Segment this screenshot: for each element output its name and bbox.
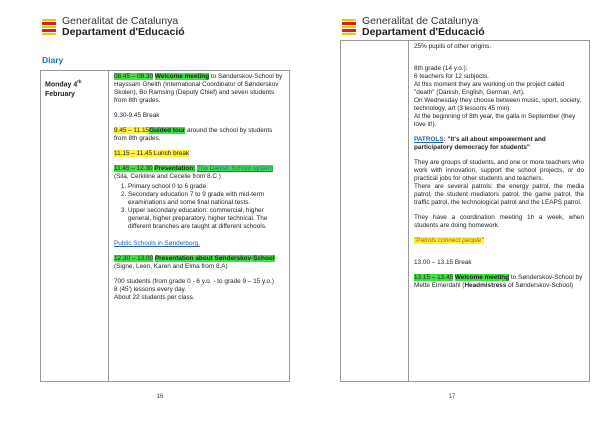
entry-break: 9.30-9.45 Break — [114, 112, 160, 119]
public-schools-link[interactable]: Public Schools in Sønderborg. — [114, 240, 200, 247]
header-line-1: Generalitat de Catalunya — [62, 14, 179, 27]
list-item: 1. Primary school 0 to 6 grade — [128, 183, 284, 191]
danish-school-system-link[interactable]: The Danish School system — [196, 165, 273, 172]
entry-break: 13.00 – 13.15 Break — [414, 259, 472, 266]
patrols-heading: PATROLS: "It's all about empowerment and participatory democracy for students" — [414, 136, 546, 151]
entry-welcome-meeting: 13.15 – 13.45 Welcome meeting to Sønderskov-School by Mette Elmerdahl (Headmistress of Sønderskov-School) — [414, 274, 583, 289]
entry-welcome: 08.45 – 09.30 Welcome meeting to Sønderskov-School by Hayssam Gheith (International Coordinator of Sønderskov Skolen), Bo Ramsing (Deputy Chief) and seven students from 8th grades. — [114, 73, 283, 104]
diary-table-continued — [340, 40, 590, 382]
generalitat-logo-icon — [342, 18, 356, 36]
patrols-paragraph: They are groups of students, and one or more teachers who work with innovation, support the school projects, or do practical jobs for other students and teachers. — [414, 159, 584, 182]
text-line: At the beginning of 8th year, the galla in September (they love it!). — [414, 113, 576, 128]
entries-cell — [409, 41, 589, 381]
text-line: On Wednesday they choose between music, sport, society, technology, art (3 lessons 45 min). — [414, 97, 582, 112]
page-number: 16 — [156, 394, 164, 400]
entry-guided-tour: 9.45 – 11.15Guided tour around the school by students from 8th grades. — [114, 127, 273, 142]
entries-cell — [109, 71, 289, 381]
page-number: 17 — [448, 394, 456, 400]
section-title: Diary — [42, 55, 64, 65]
list-item: 3. Upper secondary education: commercial, higher general, higher preparatory, higher technical. The different branches are taught at different schools. — [128, 207, 284, 231]
stat-line: 700 students (from grade 0 - 6 y.o. - to grade 9 – 15 y.o.) — [114, 278, 274, 285]
entry-lunch: 11.15 – 11.45 Lunch break — [114, 150, 190, 157]
generalitat-logo-icon — [42, 18, 56, 36]
page-header — [42, 16, 185, 38]
patrols-paragraph: There are several patrols: the energy patrol, the media patrol, the student mediators patrol, the game patrol, the traffic patrol, the technological patrol and the LEAPS patrol. — [414, 183, 584, 206]
entry-presentation-sonderskov: 12.30 – 13.00 Presentation about Sønderskov-School (Signe, Leen, Karen and Elma from 8.A) — [114, 255, 275, 270]
date-cell — [341, 41, 409, 381]
entry-presentation-school-system: 11.45 – 12.30 Presentation: The Danish School system (Sila, Cerkiline and Cecelie from 8.C ) — [114, 165, 273, 180]
text-line: At this moment they are working on the project called "death" (Danish, English, German, Art). — [414, 81, 565, 96]
page-header — [342, 16, 485, 38]
header-line-2: Departament d'Educació — [362, 26, 485, 38]
date-cell — [41, 71, 109, 381]
patrols-paragraph: They have a coordination meeting 1h a week, when students are doing homework. — [414, 214, 584, 229]
patrols-quote: "Patrols connect people" — [414, 237, 484, 244]
stat-line: About 22 students per class. — [114, 294, 195, 301]
text-line: 25% pupils of other origins. — [414, 43, 492, 50]
page-17 — [300, 0, 600, 424]
list-item: 2. Secondary education 7 to 9 grade with mid-term examinations and some final national tests. — [128, 191, 284, 207]
header-line-1: Generalitat de Catalunya — [362, 14, 479, 27]
stat-line: 8 (45') lessons every day. — [114, 286, 187, 293]
diary-table — [40, 70, 290, 382]
header-line-2: Departament d'Educació — [62, 26, 185, 38]
patrols-link[interactable]: PATROLS — [414, 136, 444, 143]
school-levels-list — [114, 183, 284, 231]
text-line: 6 teachers for 12 subjects. — [414, 73, 489, 80]
date-label: Monday 4th February — [45, 79, 82, 99]
text-line: 8th grade (14 y.o.): — [414, 65, 468, 72]
